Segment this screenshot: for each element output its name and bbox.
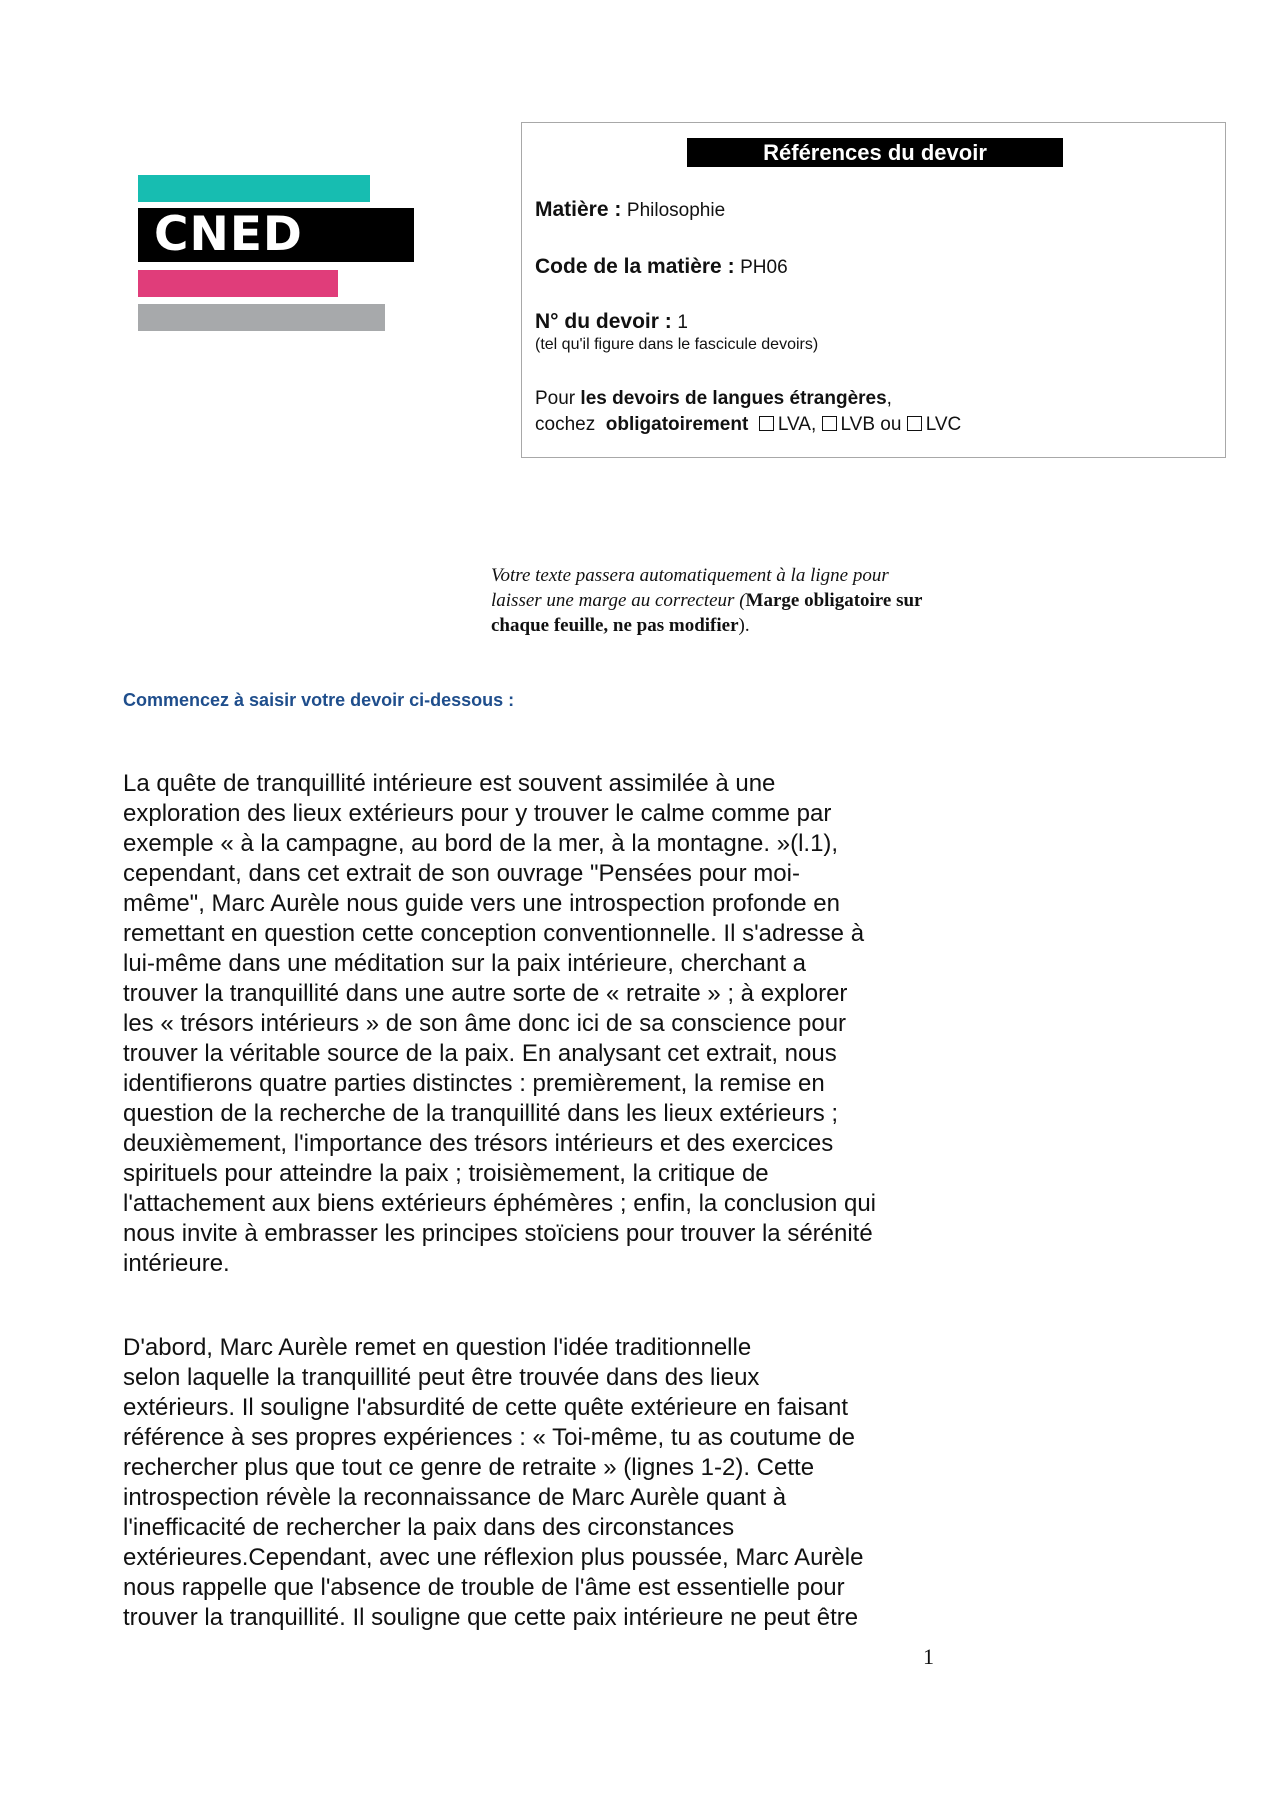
essay-line: trouver la tranquillité. Il souligne que cette paix intérieure ne peut être: [123, 1604, 859, 1631]
essay-line: exemple « à la campagne, au bord de la mer, à la montagne. »(l.1),: [123, 830, 839, 857]
essay-line: l'inefficacité de rechercher la paix dans des circonstances: [123, 1514, 735, 1541]
essay-line: question de la recherche de la tranquillité dans les lieux extérieurs ;: [123, 1100, 839, 1127]
lvc-checkbox[interactable]: [907, 416, 922, 431]
lva-label: LVA: [777, 414, 811, 435]
essay-line: deuxièmement, l'importance des trésors intérieurs et des exercices: [123, 1130, 834, 1157]
code-label: Code de la matière :: [535, 255, 735, 278]
lang-bold: les devoirs de langues étrangères: [580, 388, 887, 409]
number-line: [535, 310, 688, 334]
essay-paragraph-2[interactable]: [123, 1333, 963, 1633]
language-line-1: [535, 386, 961, 412]
essay-line: La quête de tranquillité intérieure est souvent assimilée à une: [123, 770, 776, 797]
start-label: Commencez à saisir votre devoir ci-dessous :: [123, 690, 515, 710]
essay-line: selon laquelle la tranquillité peut être trouvée dans des lieux: [123, 1364, 760, 1391]
essay-line: intérieure.: [123, 1250, 230, 1277]
essay-line: remettant en question cette conception conventionnelle. Il s'adresse à: [123, 920, 865, 947]
lang-cochez: cochez: [535, 414, 596, 435]
lang-obligatoire: obligatoirement: [605, 414, 749, 435]
essay-line: trouver la véritable source de la paix. En analysant cet extrait, nous: [123, 1040, 837, 1067]
references-title: Références du devoir: [687, 138, 1063, 167]
language-line-2: [535, 412, 961, 438]
margin-note-italic: Votre texte passera automatiquement à la ligne pour laisser une marge au correcteur (: [491, 565, 889, 611]
essay-line: extérieures.Cependant, avec une réflexion plus poussée, Marc Aurèle: [123, 1544, 864, 1571]
logo-black-bar: [138, 208, 414, 262]
references-box: [521, 122, 1226, 458]
code-value: PH06: [740, 257, 788, 278]
essay-line: exploration des lieux extérieurs pour y trouver le calme comme par: [123, 800, 832, 827]
options-or: ou: [880, 414, 902, 435]
essay-line: les « trésors intérieurs » de son âme donc ici de sa conscience pour: [123, 1010, 847, 1037]
subject-value: Philosophie: [626, 200, 726, 221]
essay-line: cependant, dans cet extrait de son ouvrage "Pensées pour moi-: [123, 860, 800, 887]
essay-line: D'abord, Marc Aurèle remet en question l'idée traditionnelle: [123, 1334, 752, 1361]
essay-line: même", Marc Aurèle nous guide vers une introspection profonde en: [123, 890, 840, 917]
number-value: 1: [677, 312, 688, 333]
cned-logo: [138, 175, 418, 331]
logo-pink-bar: [138, 270, 338, 297]
essay-line: identifierons quatre parties distinctes : premièrement, la remise en: [123, 1070, 825, 1097]
language-instructions: [535, 386, 961, 438]
essay-line: nous invite à embrasser les principes stoïciens pour trouver la sérénité: [123, 1220, 873, 1247]
essay-line: introspection révèle la reconnaissance de Marc Aurèle quant à: [123, 1484, 787, 1511]
essay-line: trouver la tranquillité dans une autre sorte de « retraite » ; à explorer: [123, 980, 848, 1007]
page-number: 1: [923, 1644, 934, 1669]
logo-gray-bar: [138, 304, 385, 331]
lva-checkbox[interactable]: [759, 416, 774, 431]
essay-line: extérieurs. Il souligne l'absurdité de cette quête extérieure en faisant: [123, 1394, 849, 1421]
logo-teal-bar: [138, 175, 370, 202]
lang-comma: ,: [886, 388, 892, 409]
essay-line: spirituels pour atteindre la paix ; troisièmement, la critique de: [123, 1160, 769, 1187]
lvc-label: LVC: [925, 414, 962, 435]
lang-prefix: Pour: [535, 388, 576, 409]
lvb-label: LVB: [840, 414, 876, 435]
lvb-checkbox[interactable]: [822, 416, 837, 431]
number-note: (tel qu'il figure dans le fascicule devoirs): [535, 336, 819, 353]
essay-paragraph-1[interactable]: [123, 769, 963, 1279]
essay-line: rechercher plus que tout ce genre de retraite » (lignes 1-2). Cette: [123, 1454, 815, 1481]
margin-note: [491, 563, 931, 638]
subject-line: [535, 198, 725, 222]
margin-note-bold: Marge obligatoire sur chaque feuille, ne pas modifier: [491, 590, 923, 636]
number-label: N° du devoir :: [535, 310, 672, 333]
essay-line: référence à ses propres expériences : « Toi-même, tu as coutume de: [123, 1424, 855, 1451]
essay-line: nous rappelle que l'absence de trouble de l'âme est essentielle pour: [123, 1574, 845, 1601]
essay-line: lui-même dans une méditation sur la paix intérieure, cherchant a: [123, 950, 807, 977]
subject-label: Matière :: [535, 198, 622, 221]
margin-note-close: ).: [738, 615, 750, 636]
options-comma: ,: [810, 414, 817, 435]
logo-text: CNED: [154, 207, 303, 262]
code-line: [535, 255, 788, 279]
essay-line: l'attachement aux biens extérieurs éphémères ; enfin, la conclusion qui: [123, 1190, 877, 1217]
